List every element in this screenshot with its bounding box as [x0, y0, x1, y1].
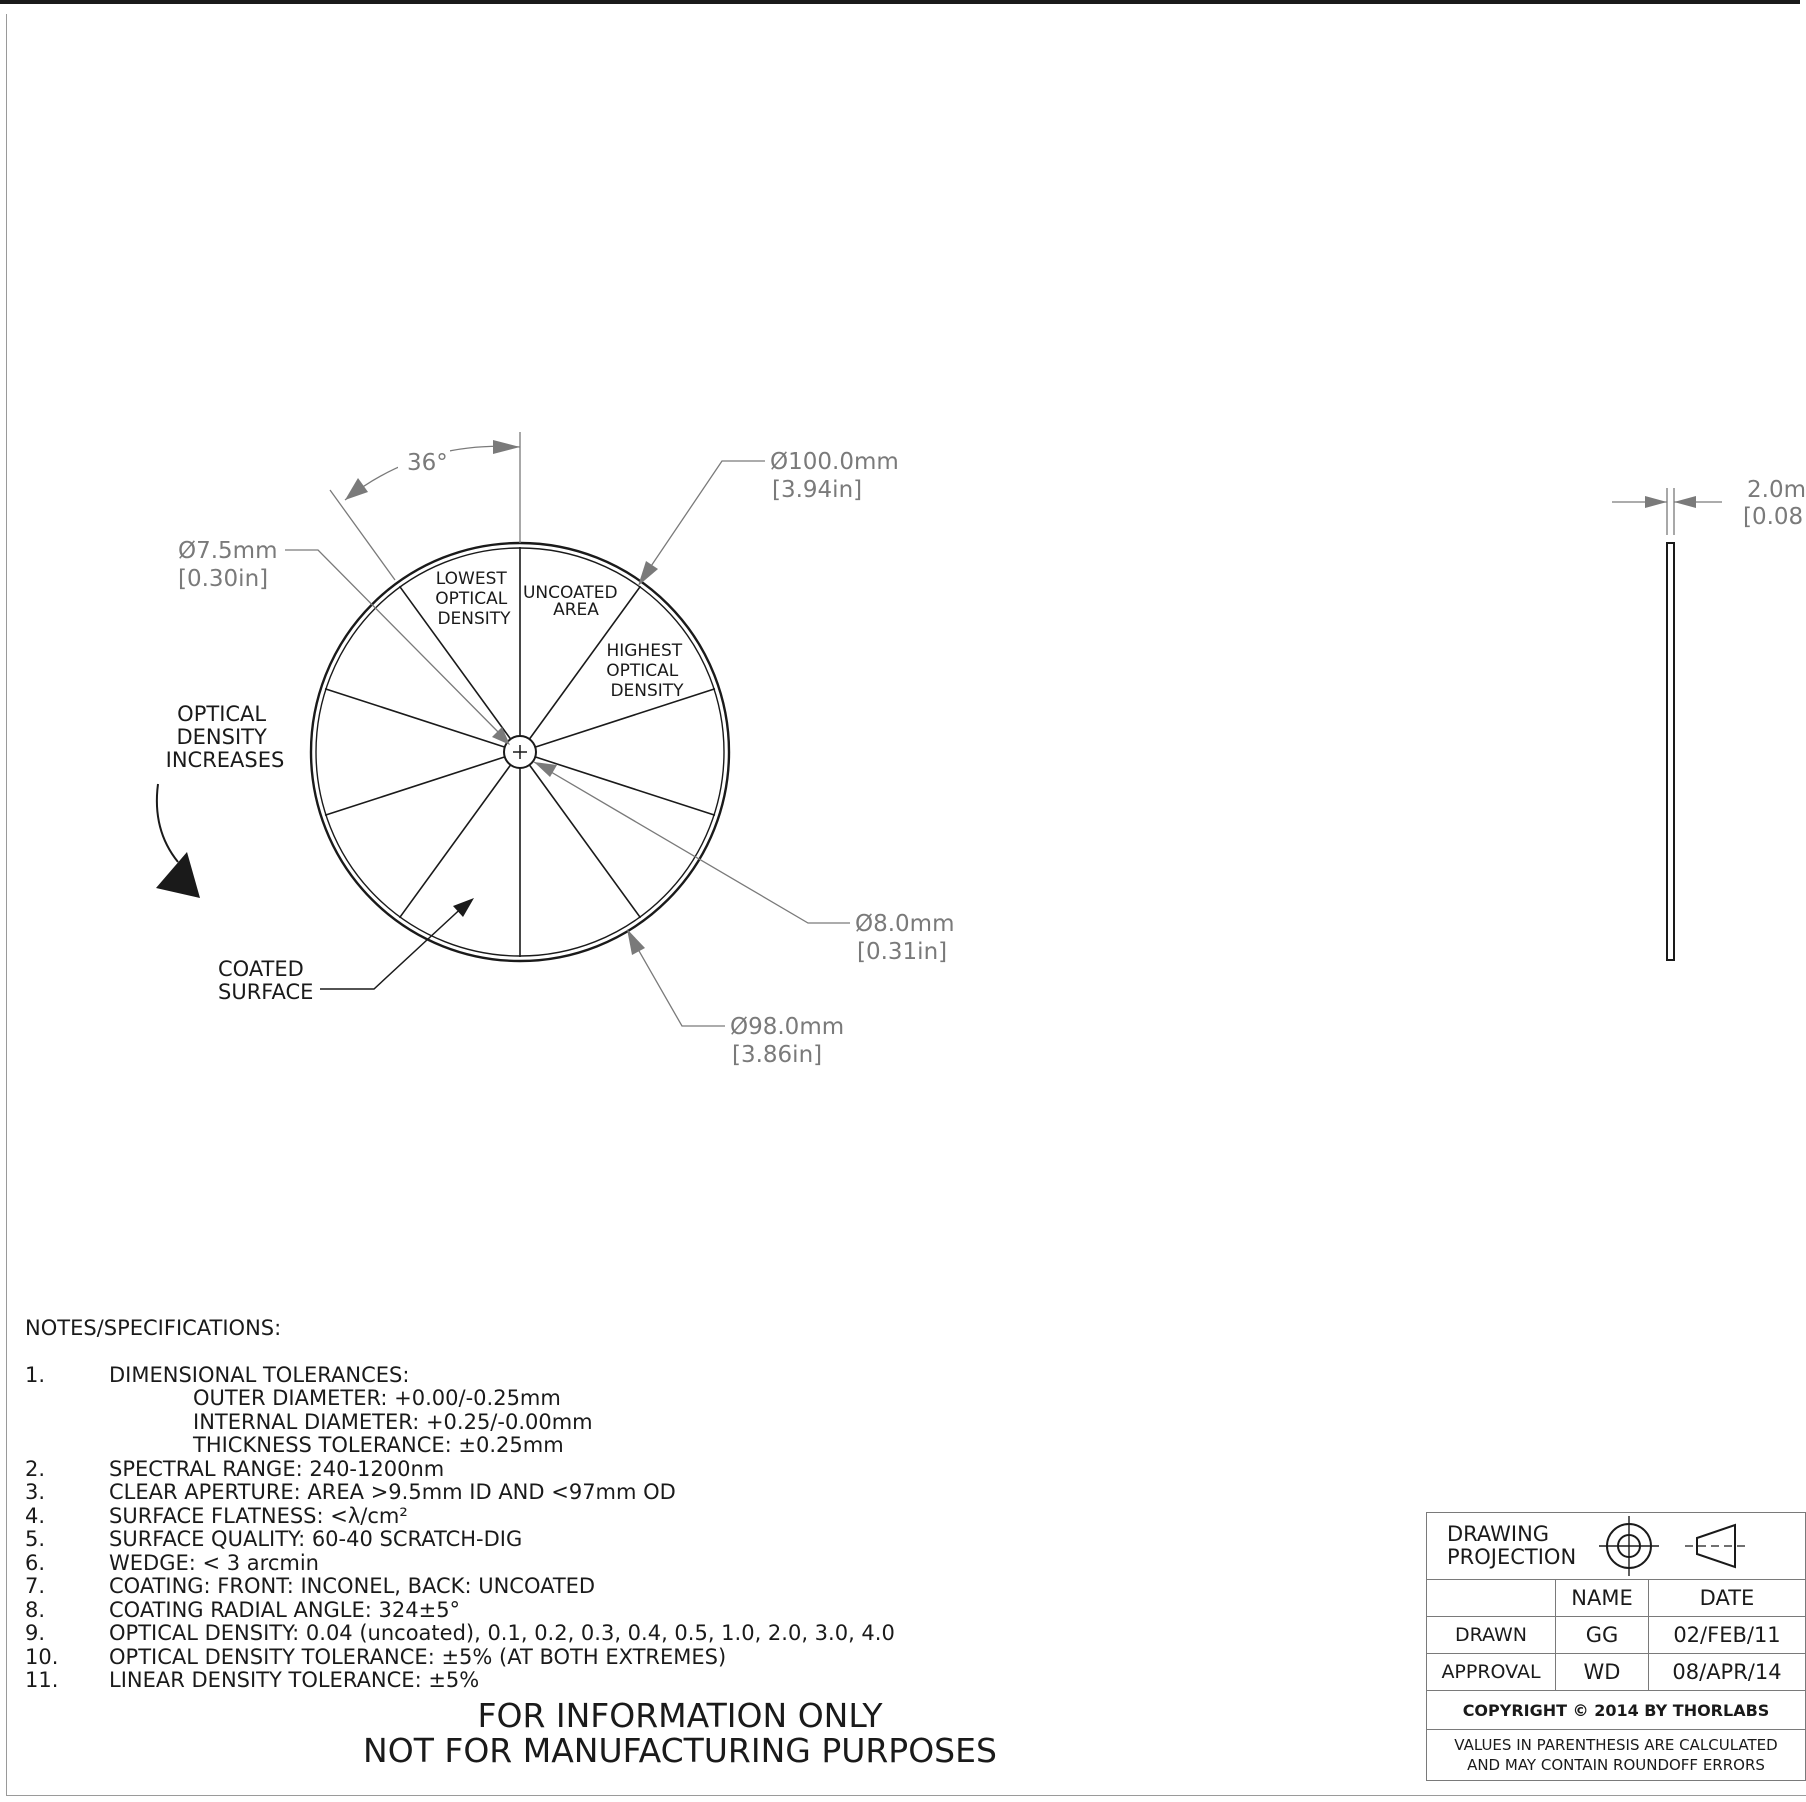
copyright-notice: COPYRIGHT © 2014 BY THORLABS	[1427, 1691, 1806, 1730]
thickness-dimension	[1612, 488, 1722, 535]
note-number: 11.	[25, 1668, 59, 1692]
approval-name: WD	[1556, 1654, 1649, 1691]
thickness-mm: 2.0m	[1747, 477, 1806, 503]
coated-diameter-leader	[631, 937, 725, 1026]
projection-label: DRAWING PROJECTION	[1447, 1522, 1577, 1569]
thickness-in: [0.08	[1743, 504, 1804, 530]
inner-diameter-arrowhead	[492, 727, 510, 745]
note-text: COATING RADIAL ANGLE: 324±5°	[109, 1597, 461, 1622]
note-item	[25, 1505, 1125, 1529]
note-text: COATING: FRONT: INCONEL, BACK: UNCOATED	[109, 1574, 596, 1598]
sector-line	[400, 765, 511, 918]
note-number: 2.	[25, 1456, 46, 1481]
third-angle-projection-icon	[1597, 1515, 1797, 1577]
note-number: 6.	[25, 1550, 46, 1575]
note-item	[25, 1481, 1125, 1505]
note-text: CLEAR APERTURE: AREA >9.5mm ID AND <97mm OD	[109, 1480, 676, 1504]
note-text: WEDGE: < 3 arcmin	[109, 1550, 319, 1575]
title-block-table	[1426, 1512, 1806, 1781]
note-number: 9.	[25, 1621, 46, 1645]
note-number: 4.	[25, 1503, 46, 1528]
note-number: 3.	[25, 1480, 46, 1504]
inner-diameter-mm: Ø7.5mm	[178, 538, 278, 564]
title-block	[1426, 1512, 1806, 1802]
note-subitem: THICKNESS TOLERANCE: ±0.25mm	[193, 1433, 564, 1457]
highest-od-label: HIGHEST OPTICAL DENSITY	[606, 641, 684, 701]
note-item	[25, 1622, 1125, 1646]
col-date-header: DATE	[1649, 1580, 1806, 1617]
note-number: 7.	[25, 1574, 46, 1598]
note-text: LINEAR DENSITY TOLERANCE: ±5%	[109, 1668, 480, 1692]
coated-surface-label: COATED SURFACE	[218, 957, 314, 1004]
info-only-banner	[330, 1698, 1030, 1768]
outer-diameter-arrowhead	[638, 561, 658, 586]
notes-specifications	[25, 1317, 1125, 1693]
lowest-od-label: LOWEST OPTICAL DENSITY	[435, 569, 511, 629]
note-text: OPTICAL DENSITY TOLERANCE: ±5% (AT BOTH EXTREMES)	[109, 1644, 727, 1669]
sector-line	[325, 689, 505, 747]
note-number: 8.	[25, 1597, 46, 1622]
drawn-date: 02/FEB/11	[1649, 1617, 1806, 1654]
note-item	[25, 1575, 1125, 1599]
coated-surface-arrowhead	[453, 898, 474, 917]
approval-date: 08/APR/14	[1649, 1654, 1806, 1691]
header-blank	[1427, 1580, 1556, 1617]
uncoated-area-label: UNCOATED AREA	[522, 583, 618, 620]
drawn-name: GG	[1556, 1617, 1649, 1654]
info-line-1: FOR INFORMATION ONLY	[477, 1696, 883, 1735]
note-item	[25, 1458, 1125, 1482]
hole-diameter-leader	[534, 762, 850, 923]
outer-diameter-leader	[643, 461, 765, 578]
note-item	[25, 1646, 1125, 1670]
hole-diameter-in: [0.31in]	[857, 939, 948, 965]
od-increases-label: OPTICAL DENSITY INCREASES	[165, 702, 285, 772]
note-text: SURFACE QUALITY: 60-40 SCRATCH-DIG	[109, 1527, 523, 1551]
col-name-header: NAME	[1556, 1580, 1649, 1617]
note-item	[25, 1669, 1125, 1693]
info-line-2: NOT FOR MANUFACTURING PURPOSES	[363, 1731, 997, 1770]
sector-line	[535, 757, 715, 815]
note-item	[25, 1528, 1125, 1552]
note-item	[25, 1364, 1125, 1388]
note-text: DIMENSIONAL TOLERANCES:	[109, 1362, 410, 1387]
note-text: SPECTRAL RANGE: 240-1200nm	[109, 1456, 445, 1481]
coated-surface-leader	[320, 902, 468, 989]
roundoff-disclaimer: VALUES IN PARENTHESIS ARE CALCULATED AND MAY CONTAIN ROUNDOFF ERRORS	[1427, 1730, 1806, 1781]
outer-diameter-mm: Ø100.0mm	[770, 449, 899, 475]
approval-label: APPROVAL	[1427, 1654, 1556, 1691]
side-view-profile	[1667, 543, 1674, 960]
hole-diameter-mm: Ø8.0mm	[855, 911, 955, 937]
sector-line	[529, 765, 640, 918]
drawn-label: DRAWN	[1427, 1617, 1556, 1654]
outer-diameter-in: [3.94in]	[772, 477, 863, 503]
note-text: SURFACE FLATNESS: <λ/cm²	[109, 1503, 408, 1528]
note-number: 1.	[25, 1362, 46, 1387]
sector-line	[325, 757, 505, 815]
note-text: OPTICAL DENSITY: 0.04 (uncoated), 0.1, 0.2, 0.3, 0.4, 0.5, 1.0, 2.0, 3.0, 4.0	[109, 1621, 895, 1645]
projection-cell	[1427, 1513, 1806, 1580]
note-subitem: OUTER DIAMETER: +0.00/-0.25mm	[193, 1386, 561, 1410]
coated-diameter-in: [3.86in]	[732, 1042, 823, 1068]
notes-title: NOTES/SPECIFICATIONS:	[25, 1316, 282, 1340]
inner-diameter-in: [0.30in]	[178, 566, 269, 592]
od-direction-arrowhead	[156, 852, 200, 898]
note-number: 5.	[25, 1527, 46, 1551]
od-direction-arc	[157, 784, 178, 862]
coated-diameter-arrowhead	[627, 929, 645, 955]
note-subitem: INTERNAL DIAMETER: +0.25/-0.00mm	[193, 1409, 593, 1434]
note-number: 10.	[25, 1644, 59, 1669]
angle-dimension-label: 36°	[407, 450, 448, 476]
note-item	[25, 1552, 1125, 1576]
note-item	[25, 1599, 1125, 1623]
coated-diameter-mm: Ø98.0mm	[730, 1014, 845, 1040]
